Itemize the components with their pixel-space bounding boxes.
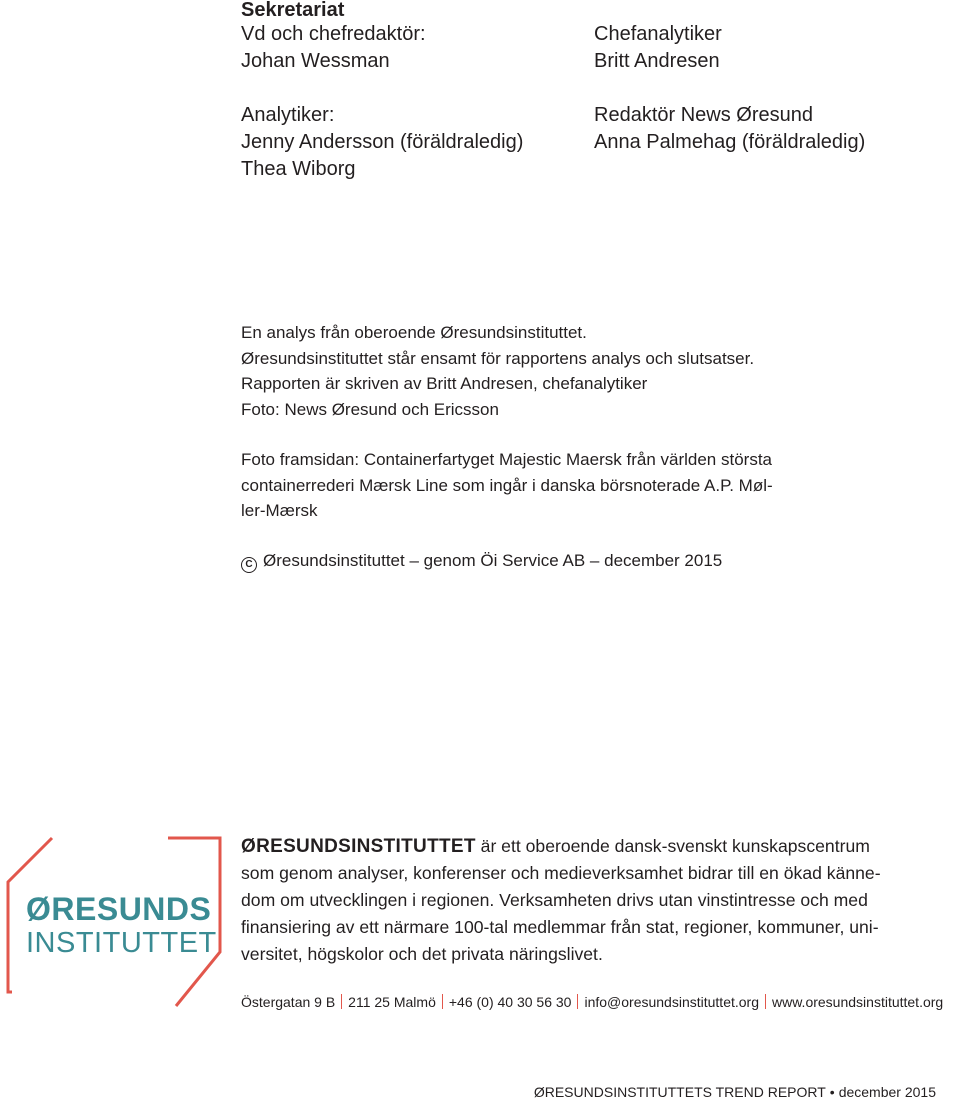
separator [442, 994, 443, 1009]
staff-line: Thea Wiborg [241, 158, 356, 180]
about-line: dom om utvecklingen i regionen. Verksamheten drivs utan vinstintresse och med [241, 890, 868, 910]
contact-address: Östergatan 9 B [241, 994, 336, 1010]
staff-line: Chefanalytiker [594, 23, 722, 45]
spacer [594, 75, 865, 102]
staff-left-column [241, 21, 523, 183]
separator [341, 994, 342, 1009]
staff-line: Analytiker: [241, 104, 335, 126]
staff-line: Anna Palmehag (föräldraledig) [594, 131, 866, 153]
staff-line: Vd och chefredaktör: [241, 23, 426, 45]
credits-line: Øresundsinstituttet står ensamt för rapportens analys och slutsatser. [241, 348, 755, 368]
about-line: versitet, högskolor och det privata näringslivet. [241, 944, 603, 964]
copyright-icon: C [241, 557, 257, 573]
credits-block [241, 320, 841, 524]
staff-line: Britt Andresen [594, 50, 720, 72]
footer-bullet: • [829, 1084, 835, 1100]
contact-postal: 211 25 Malmö [348, 994, 436, 1010]
contact-email-link[interactable]: info@oresundsinstituttet.org [584, 994, 759, 1010]
staff-line: Johan Wessman [241, 50, 390, 72]
spacer [241, 422, 841, 447]
footer-title: ØRESUNDSINSTITUTTETS TREND REPORT [533, 1084, 826, 1100]
secretariat-heading: Sekretariat [241, 0, 345, 21]
organization-name: ØRESUNDSINSTITUTTET [241, 836, 476, 857]
photo-credit-line: ler-Mærsk [241, 501, 318, 520]
logo-word-instituttet: INSTITUTTET [26, 927, 217, 959]
staff-line: Jenny Andersson (föräldraledig) [241, 131, 524, 153]
about-line [241, 833, 941, 860]
about-paragraph [241, 833, 941, 968]
contact-line [241, 992, 943, 1012]
staff-line: Redaktör News Øresund [594, 104, 813, 126]
contact-web-link[interactable]: www.oresundsinstituttet.org [772, 994, 944, 1010]
contact-phone: +46 (0) 40 30 56 30 [448, 994, 572, 1010]
logo-word-oresunds: ØRESUNDS [26, 891, 212, 927]
separator [577, 994, 578, 1009]
credits-line: En analys från oberoende Øresundsinstituttet. [241, 323, 587, 342]
credits-line: Rapporten är skriven av Britt Andresen, chefanalytiker [241, 374, 648, 393]
copyright-line [241, 548, 722, 573]
spacer [241, 75, 523, 102]
credits-line: Foto: News Øresund och Ericsson [241, 399, 499, 419]
photo-credit-line: Foto framsidan: Containerfartyget Majestic Maersk från världen största [241, 450, 772, 469]
staff-right-column [594, 21, 865, 156]
page-footer [534, 1083, 936, 1101]
footer-date: december 2015 [838, 1084, 936, 1100]
about-line: som genom analyser, konferenser och medieverksamhet bidrar till en ökad känne- [241, 863, 881, 883]
photo-credit-line: containerrederi Mærsk Line som ingår i danska börsnoterade A.P. Møl- [241, 475, 773, 495]
copyright-text: Øresundsinstituttet – genom Öi Service AB – december 2015 [263, 551, 723, 570]
separator [765, 994, 766, 1009]
about-line: finansiering av ett närmare 100-tal medlemmar från stat, regioner, kommuner, uni- [241, 917, 879, 937]
about-text: är ett oberoende dansk-svenskt kunskapscentrum [475, 836, 870, 856]
